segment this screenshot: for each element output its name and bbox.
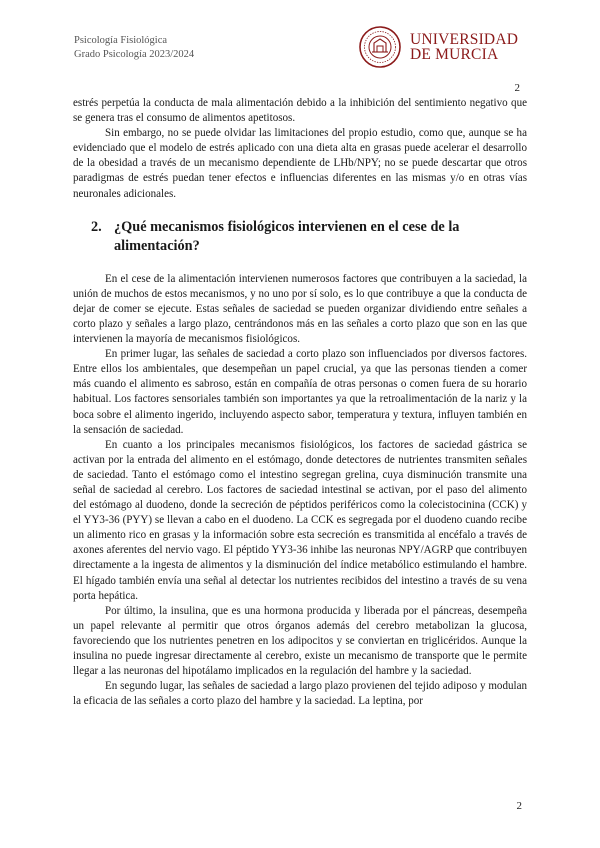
paragraph: En cuanto a los principales mecanismos fisiológicos, los factores de saciedad gástrica se activan por la entrada del alimento en el estómago, donde detectores de nutrientes transmiten señales de saciedad. Tanto el estómago como el intestino segregan grelina, cuya disminución transmite una señal de saciedad al cerebro. Los factores de saciedad intestinal se activan, por el paso del alimento del estómago al duodeno, donde la secreción de péptidos periféricos como la colecistocinina (CCK) y el YY3-36 (PYY) se llevan a cabo en el duodeno. La CCK es segregada por el duodeno cuando recibe un alimento rico en grasas y la información sobre esta secreción es transmitida al encéfalo a través de axones aferentes del nervio vago. El péptido YY3-36 inhibe las neuronas NPY/AGRP que contribuyen directamente a la ingesta de alimentos y la disminución del índice metabólico estimulando el hambre. El hígado también envía una señal al detectar los nutrientes recibidos del intestino a través de su vena porta hepática. xyxy=(73,438,527,602)
section-number: 2. xyxy=(91,218,102,235)
document-body xyxy=(73,96,527,709)
course-name: Psicología Fisiológica xyxy=(74,35,168,46)
university-logo xyxy=(358,25,518,69)
paragraph: estrés perpetúa la conducta de mala alimentación debido a la inhibición del sentimiento negativo que se genera tras el consumo de alimentos apetitosos. xyxy=(73,97,527,125)
logo-line-1: UNIVERSIDAD xyxy=(410,31,519,48)
university-seal-icon xyxy=(358,25,402,69)
logo-wordmark xyxy=(410,32,518,62)
section-heading xyxy=(73,218,527,256)
paragraph: En segundo lugar, las señales de saciedad a largo plazo provienen del tejido adiposo y modulan la eficacia de las señales a corto plazo del hambre y la saciedad. La leptina, por xyxy=(73,680,527,708)
paragraph: En el cese de la alimentación intervienen numerosos factores que contribuyen a la saciedad, la unión de muchos de estos mecanismos, y no uno por sí solo, es lo que contribuye a que la conducta de dejar de comer se ejecute. Estas señales de saciedad se pueden organizar dividiendo entre señales a corto plazo y señales a largo plazo, centrándonos más en las señales a corto plazo que son en las que intervienen la mayoría de mecanismos fisiológicos. xyxy=(73,272,527,346)
running-header xyxy=(74,34,194,62)
page-number-top: 2 xyxy=(514,82,520,94)
paragraph: Sin embargo, no se puede olvidar las limitaciones del propio estudio, como que, aunque se ha evidenciado que el modelo de estrés aplicado con una dieta alta en grasas puede acelerar el desarrollo de la obesidad a través de un mecanismo dependiente de LHb/NPY; no se puede descartar que otros paradigmas de estrés puedan tener efectos e influencias diferentes en las mismas y/o en otras vías neuronales adicionales. xyxy=(73,127,527,200)
paragraph: Por último, la insulina, que es una hormona producida y liberada por el páncreas, desempeña un papel relevante al permitir que otros órganos además del cerebro metabolizan la glucosa, favoreciendo que los nutrientes penetren en los adipocitos y se conviertan en triglicéridos. Aunque la insulina no puede ingresar directamente al cerebro, existe un mecanismo de transporte que le permite llegar a las neuronas del hipotálamo implicados en la regulación del hambre y la saciedad. xyxy=(73,604,527,678)
paragraph: En primer lugar, las señales de saciedad a corto plazo son influenciados por diversos factores. Entre ellos los ambientales, que desempeñan un papel crucial, ya que las personas tienden a comer más cuando el alimento es sabroso, están en compañía de otras personas o comen fuera de su horario habitual. Los factores sensoriales también son importantes ya que la retroalimentación de la nariz y la boca sobre el alimento ingerido, incluyendo aspecto sabor, temperatura y textura, influyen también en la sensación de saciedad. xyxy=(73,348,527,436)
page-number-bottom: 2 xyxy=(516,800,522,812)
section-title: ¿Qué mecanismos fisiológicos intervienen en el cese de la alimentación? xyxy=(114,218,460,254)
course-degree-year: Grado Psicología 2023/2024 xyxy=(74,49,195,60)
logo-line-2: DE MURCIA xyxy=(410,46,499,63)
